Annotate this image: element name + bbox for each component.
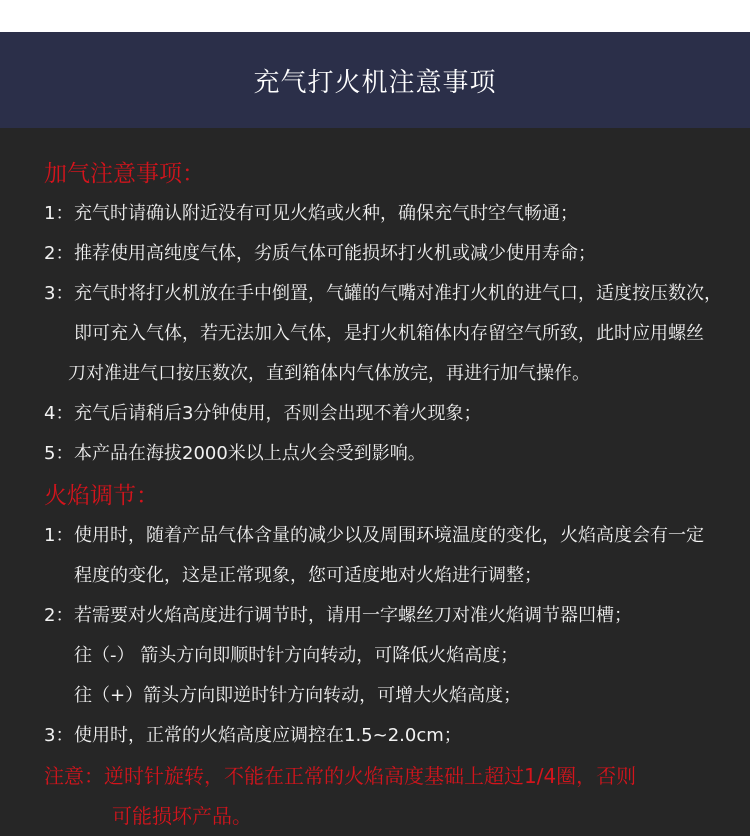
flame-item-3: 3：使用时，正常的火焰高度应调控在1.5~2.0cm； [44,725,462,746]
refill-item-1: 1：充气时请确认附近没有可见火焰或火种，确保充气时空气畅通； [44,203,578,224]
refill-item-3-cont-1: 即可充入气体，若无法加入气体，是打火机箱体内存留空气所致，此时应用螺丝 [74,323,704,344]
refill-item-3-cont-2: 刀对准进气口按压数次，直到箱体内气体放完，再进行加气操作。 [68,363,590,384]
flame-item-2-plus: 往（+）箭头方向即逆时针方向转动，可增大火焰高度； [74,685,522,706]
section-heading-flame: 火焰调节： [44,483,159,509]
flame-item-2: 2：若需要对火焰高度进行调节时，请用一字螺丝刀对准火焰调节器凹槽； [44,605,632,626]
refill-item-5: 5：本产品在海拔2000米以上点火会受到影响。 [44,443,426,464]
top-white-strip [0,0,750,32]
refill-item-4: 4：充气后请稍后3分钟使用，否则会出现不着火现象； [44,403,482,424]
flame-item-2-minus: 往（-） 箭头方向即顺时针方向转动，可降低火焰高度； [74,645,519,666]
page-title: 充气打火机注意事项 [253,67,497,98]
warning-line-2: 可能损坏产品。 [112,804,252,828]
flame-item-1: 1：使用时，随着产品气体含量的减少以及周围环境温度的变化，火焰高度会有一定 [44,525,704,546]
content [0,128,750,836]
refill-item-2: 2：推荐使用高纯度气体，劣质气体可能损坏打火机或减少使用寿命； [44,243,596,264]
flame-item-1-cont: 程度的变化，这是正常现象，您可适度地对火焰进行调整； [74,565,542,586]
warning-line-1: 注意：逆时针旋转，不能在正常的火焰高度基础上超过1/4圈，否则 [44,764,637,788]
section-heading-refill: 加气注意事项： [44,161,205,187]
title-banner [0,32,750,128]
refill-item-3: 3：充气时将打火机放在手中倒置，气罐的气嘴对准打火机的进气口，适度按压数次， [44,283,722,304]
